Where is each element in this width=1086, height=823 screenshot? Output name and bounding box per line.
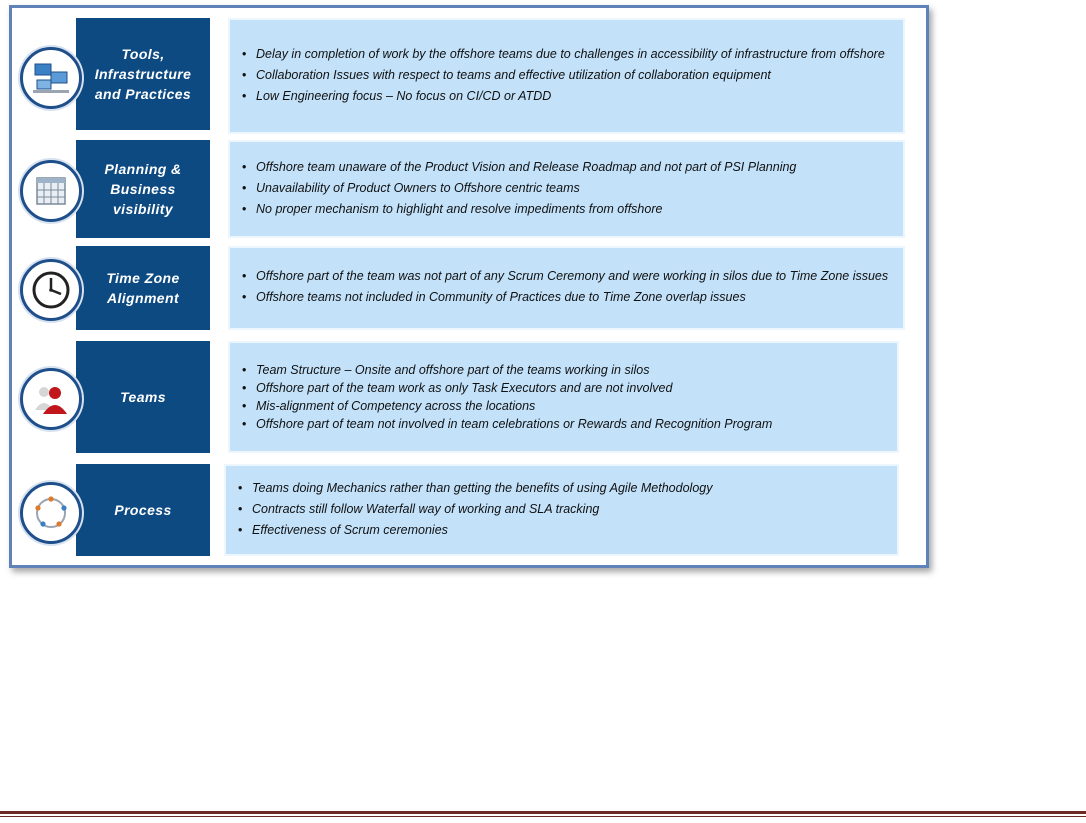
row-label: Process: [76, 464, 210, 556]
team-people-icon: [20, 368, 82, 430]
bullet-item: • Offshore part of the team work as only Task Executors and are not involved: [240, 380, 883, 397]
row-label: Planning & Business visibility: [76, 140, 210, 238]
bullet-list: [240, 46, 889, 109]
bullet-item: • Effectiveness of Scrum ceremonies: [236, 522, 883, 539]
row-content: [228, 140, 905, 238]
page-footer-rule: [0, 811, 1086, 814]
bullet-item: • Collaboration Issues with respect to teams and effective utilization of collaboration equipment: [240, 67, 889, 84]
row-planning-business: [12, 140, 926, 240]
page-footer-rule-thin: [0, 816, 1086, 817]
challenges-diagram: [9, 5, 929, 568]
row-content: [228, 18, 905, 134]
row-label: Teams: [76, 341, 210, 453]
bullet-item: • Teams doing Mechanics rather than getting the benefits of using Agile Methodology: [236, 480, 883, 497]
bullet-item: • Offshore part of the team was not part of any Scrum Ceremony and were working in silos due to Time Zone issues: [240, 268, 889, 285]
clock-icon: [20, 259, 82, 321]
row-process: [12, 464, 926, 558]
bullet-list: [240, 159, 889, 222]
bullet-item: • No proper mechanism to highlight and resolve impediments from offshore: [240, 201, 889, 218]
bullet-item: • Low Engineering focus – No focus on CI/CD or ATDD: [240, 88, 889, 105]
bullet-list: [236, 480, 883, 543]
row-label: Tools, Infrastructure and Practices: [76, 18, 210, 130]
row-label: Time Zone Alignment: [76, 246, 210, 330]
bullet-item: • Mis-alignment of Competency across the locations: [240, 398, 883, 415]
process-cycle-icon: [20, 482, 82, 544]
bullet-list: [240, 268, 889, 310]
row-content: [228, 341, 899, 453]
bullet-item: • Contracts still follow Waterfall way of working and SLA tracking: [236, 501, 883, 518]
row-content: [228, 246, 905, 330]
row-content: [224, 464, 899, 556]
bullet-item: • Unavailability of Product Owners to Offshore centric teams: [240, 180, 889, 197]
row-time-zone: [12, 246, 926, 332]
calendar-grid-icon: [20, 160, 82, 222]
row-tools-infrastructure: [12, 16, 926, 134]
bullet-list: [240, 362, 883, 434]
bullet-item: • Offshore teams not included in Community of Practices due to Time Zone overlap issues: [240, 289, 889, 306]
computer-network-icon: [20, 47, 82, 109]
bullet-item: • Team Structure – Onsite and offshore part of the teams working in silos: [240, 362, 883, 379]
bullet-item: • Offshore part of team not involved in team celebrations or Rewards and Recognition Program: [240, 416, 883, 433]
row-teams: [12, 341, 926, 455]
bullet-item: • Offshore team unaware of the Product Vision and Release Roadmap and not part of PSI Planning: [240, 159, 889, 176]
bullet-item: • Delay in completion of work by the offshore teams due to challenges in accessibility of infrastructure from offshore: [240, 46, 889, 63]
